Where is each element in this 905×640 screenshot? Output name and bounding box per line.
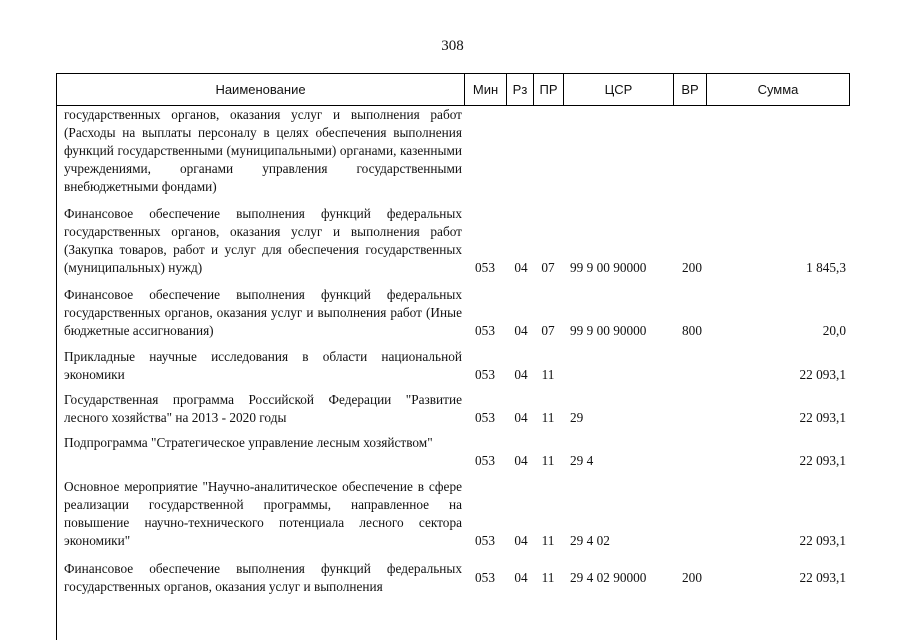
row-sum: 22 093,1 — [799, 367, 846, 382]
row-min: 053 — [475, 410, 495, 425]
header-rz: Рз — [506, 74, 533, 105]
row-min: 053 — [475, 453, 495, 468]
row-csr: 29 4 02 90000 — [570, 570, 647, 585]
header-vr: ВР — [673, 74, 706, 105]
row-pr: 11 — [541, 453, 555, 468]
row-min: 053 — [475, 323, 495, 338]
table-header — [56, 73, 850, 106]
row-min: 053 — [475, 260, 495, 275]
row-name: Финансовое обеспечение выполнения функций федеральных государственных органов, оказания услуг и выполнения — [64, 561, 462, 594]
row-rz: 04 — [514, 367, 528, 382]
row-csr: 99 9 00 90000 — [570, 323, 647, 338]
row-csr: 99 9 00 90000 — [570, 260, 647, 275]
budget-table — [56, 106, 850, 640]
row-rz: 04 — [514, 323, 528, 338]
header-csr: ЦСР — [563, 74, 673, 105]
row-name: Финансовое обеспечение выполнения функций федеральных государственных органов, оказания услуг и выполнения работ (Закупка товаров, работ и услуг для обеспечения государственных (муниципальных) нужд) — [64, 206, 462, 275]
row-pr: 11 — [541, 570, 555, 585]
page-number: 308 — [441, 38, 464, 54]
row-name: Финансовое обеспечение выполнения функций федеральных государственных органов, оказания услуг и выполнения работ (Иные бюджетные ассигнования) — [64, 287, 462, 338]
row-vr: 200 — [682, 260, 702, 275]
header-sum: Сумма — [706, 74, 849, 105]
row-sum: 22 093,1 — [799, 570, 846, 585]
row-pr: 07 — [541, 260, 555, 275]
row-rz: 04 — [514, 453, 528, 468]
row-name: государственных органов, оказания услуг и выполнения работ (Расходы на выплаты персоналу в целях обеспечения выполнения функций государственными (муниципальными) органами, казенными учреждениями, органами управления государственными внебюджетными фондами) — [64, 107, 462, 194]
row-pr: 11 — [541, 533, 555, 548]
row-sum: 22 093,1 — [799, 453, 846, 468]
row-name: Подпрограмма "Стратегическое управление лесным хозяйством" — [64, 435, 433, 450]
row-pr: 07 — [541, 323, 555, 338]
row-vr: 200 — [682, 570, 702, 585]
row-min: 053 — [475, 570, 495, 585]
row-min: 053 — [475, 367, 495, 382]
row-vr: 800 — [682, 323, 702, 338]
row-rz: 04 — [514, 533, 528, 548]
row-pr: 11 — [541, 367, 555, 382]
row-min: 053 — [475, 533, 495, 548]
header-min: Мин — [464, 74, 506, 105]
row-name: Государственная программа Российской Федерации "Развитие лесного хозяйства" на 2013 - 2020 годы — [64, 392, 462, 425]
row-sum: 22 093,1 — [799, 533, 846, 548]
row-csr: 29 4 02 — [570, 533, 610, 548]
row-rz: 04 — [514, 410, 528, 425]
row-csr: 29 4 — [570, 453, 594, 468]
row-csr: 29 — [570, 410, 584, 425]
row-sum: 22 093,1 — [799, 410, 846, 425]
header-pr: ПР — [533, 74, 563, 105]
row-rz: 04 — [514, 570, 528, 585]
row-name: Основное мероприятие "Научно-аналитическое обеспечение в сфере реализации государственной программы, направленное на повышение научно-технического потенциала лесного сектора экономики" — [64, 479, 462, 548]
row-rz: 04 — [514, 260, 528, 275]
row-pr: 11 — [541, 410, 555, 425]
header-name: Наименование — [215, 82, 306, 97]
row-sum: 20,0 — [822, 323, 846, 338]
row-name: Прикладные научные исследования в области национальной экономики — [64, 349, 462, 382]
row-sum: 1 845,3 — [806, 260, 846, 275]
